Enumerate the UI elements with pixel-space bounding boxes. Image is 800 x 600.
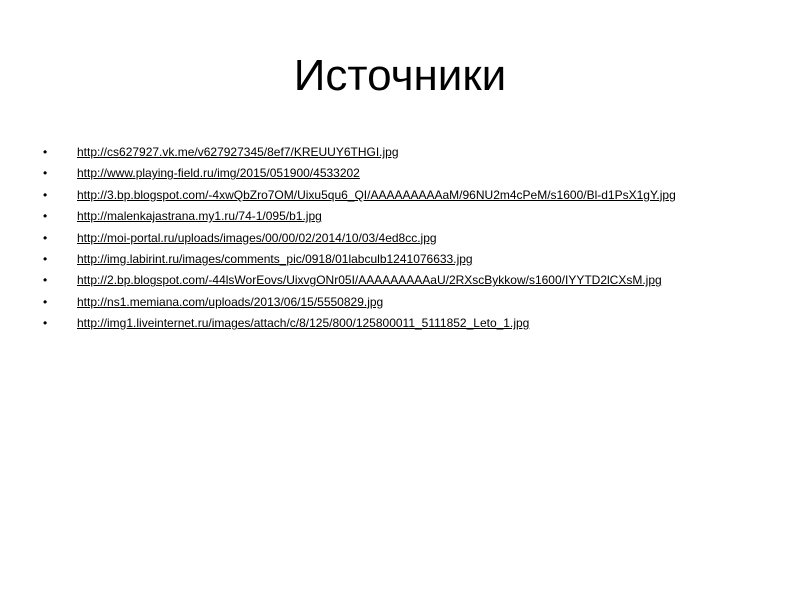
bullet-icon: • [43, 251, 48, 266]
source-link[interactable]: http://img1.liveinternet.ru/images/attach/c/8/125/800/125800011_5111852_Leto_1.jpg [77, 316, 530, 331]
source-link[interactable]: http://malenkajastrana.my1.ru/74-1/095/b1.jpg [77, 209, 322, 224]
list-item [40, 272, 760, 288]
bullet-icon: • [43, 187, 48, 202]
bullet-icon: • [43, 294, 48, 309]
list-item [40, 187, 760, 203]
bullet-icon: • [43, 273, 48, 288]
bullet-icon: • [43, 230, 48, 245]
source-link[interactable]: http://ns1.memiana.com/uploads/2013/06/15/5550829.jpg [77, 294, 384, 309]
slide-title: Источники [293, 51, 507, 100]
list-item [40, 144, 760, 160]
source-link[interactable]: http://3.bp.blogspot.com/-4xwQbZro7OM/Uixu5qu6_QI/AAAAAAAAAaM/96NU2m4cPeM/s1600/Bl-d1PsX1gY.jpg [77, 187, 676, 202]
list-item [40, 230, 760, 246]
bullet-icon: • [43, 166, 48, 181]
list-item [40, 294, 760, 310]
source-link[interactable]: http://img.labirint.ru/images/comments_pic/0918/01labculb1241076633.jpg [77, 251, 473, 266]
source-link[interactable]: http://cs627927.vk.me/v627927345/8ef7/KREUUY6THGI.jpg [77, 145, 399, 159]
list-item [40, 165, 760, 181]
list-item [40, 251, 760, 267]
list-item [40, 315, 760, 331]
bullet-icon: • [43, 316, 48, 331]
source-link[interactable]: http://moi-portal.ru/uploads/images/00/00/02/2014/10/03/4ed8cc.jpg [77, 230, 437, 245]
source-link[interactable]: http://2.bp.blogspot.com/-44lsWorEovs/UixvgONr05I/AAAAAAAAAaU/2RXscBykkow/s1600/IYYTD2lCXsM.jpg [77, 273, 662, 288]
bullet-icon: • [43, 145, 48, 159]
sources-list [40, 144, 760, 337]
bullet-icon: • [43, 209, 48, 224]
list-item [40, 208, 760, 224]
source-link[interactable]: http://www.playing-field.ru/img/2015/051900/4533202 [77, 166, 360, 181]
